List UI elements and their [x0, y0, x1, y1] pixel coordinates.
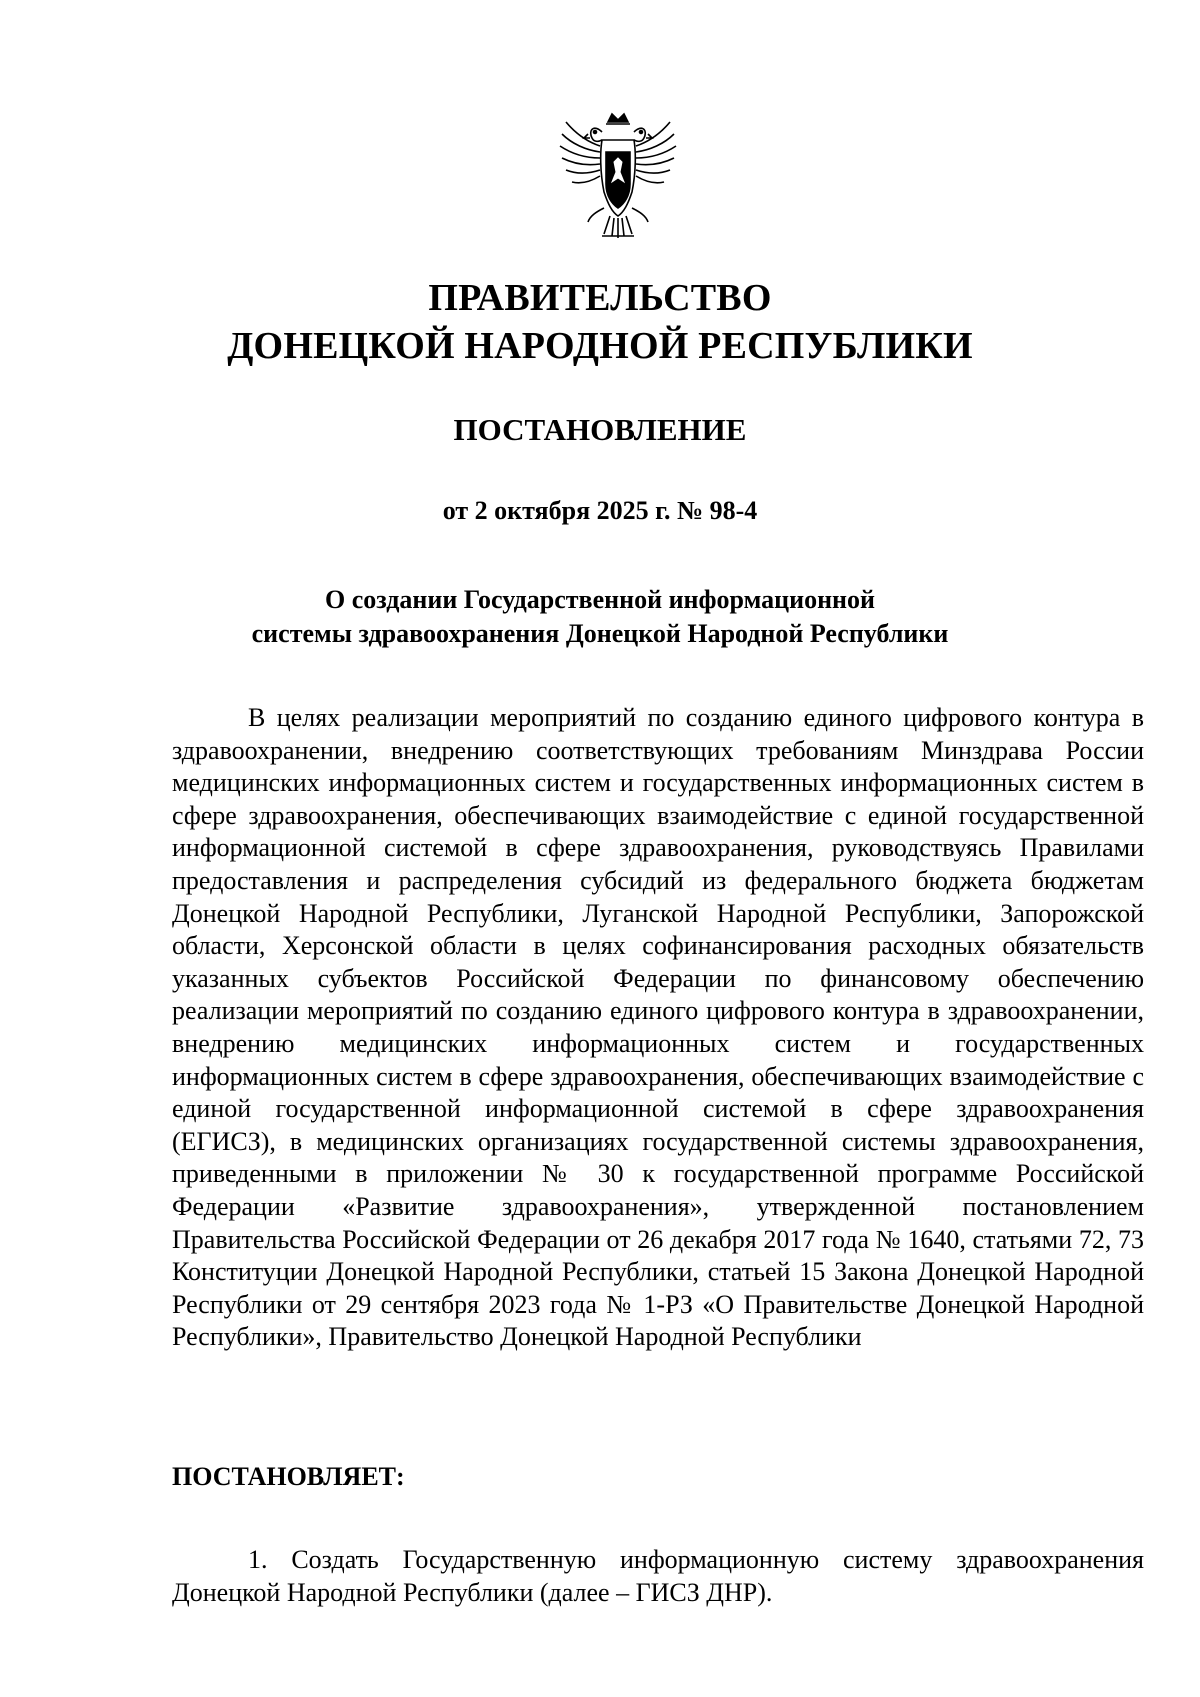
coat-of-arms-double-headed-eagle-icon — [558, 112, 678, 252]
decree-word: ПОСТАНОВЛЯЕТ: — [172, 1462, 405, 1491]
document-subject-line-1: О создании Государственной информационной — [324, 585, 876, 614]
document-type: ПОСТАНОВЛЕНИЕ — [453, 412, 747, 447]
government-title-line-2: ДОНЕЦКОЙ НАРОДНОЙ РЕСПУБЛИКИ — [227, 325, 973, 367]
government-title-line-1: ПРАВИТЕЛЬСТВО — [428, 277, 772, 319]
document-date-number: от 2 октября 2025 г. № 98-4 — [442, 496, 758, 525]
document-subject-line-2: системы здравоохранения Донецкой Народной Республики — [251, 619, 949, 648]
preamble-paragraph: В целях реализации мероприятий по созданию единого цифрового контура в здравоохранении, внедрению соответствующих требованиям Минздрава России медицинских информационных систем и государственных информационных систем в сфере здравоохранения, обеспечивающих взаимодействие с единой государственной информационной системой в сфере здравоохранения, руководствуясь Правилами предоставления и распределения субсидий из федерального бюджета бюджетам Донецкой Народной Республики, Луганской Народной Республики, Запорожской области, Херсонской области в целях софинансирования расходных обязательств указанных субъектов Российской Федерации по финансовому обеспечению реализации мероприятий по созданию единого цифрового контура в здравоохранении, внедрению медицинских информационных систем и государственных информационных систем в сфере здравоохранения, обеспечивающих взаимодействие с единой государственной информационной системой в сфере здравоохранения (ЕГИСЗ), в медицинских организациях государственной системы здравоохранения, приведенными в приложении № 30 к государственной программе Российской Федерации «Развитие здравоохранения», утвержденной постановлением Правительства Российской Федерации от 26 декабря 2017 года № 1640, статьями 72, 73 Конституции Донецкой Народной Республики, статьей 15 Закона Донецкой Народной Республики от 29 сентября 2023 года № 1-РЗ «О Правительстве Донецкой Народной Республики», Правительство Донецкой Народной Республики — [172, 703, 1144, 1352]
decree-item-1: 1. Создать Государственную информационную систему здравоохранения Донецкой Народной Республики (далее – ГИСЗ ДНР). — [172, 1545, 1144, 1607]
